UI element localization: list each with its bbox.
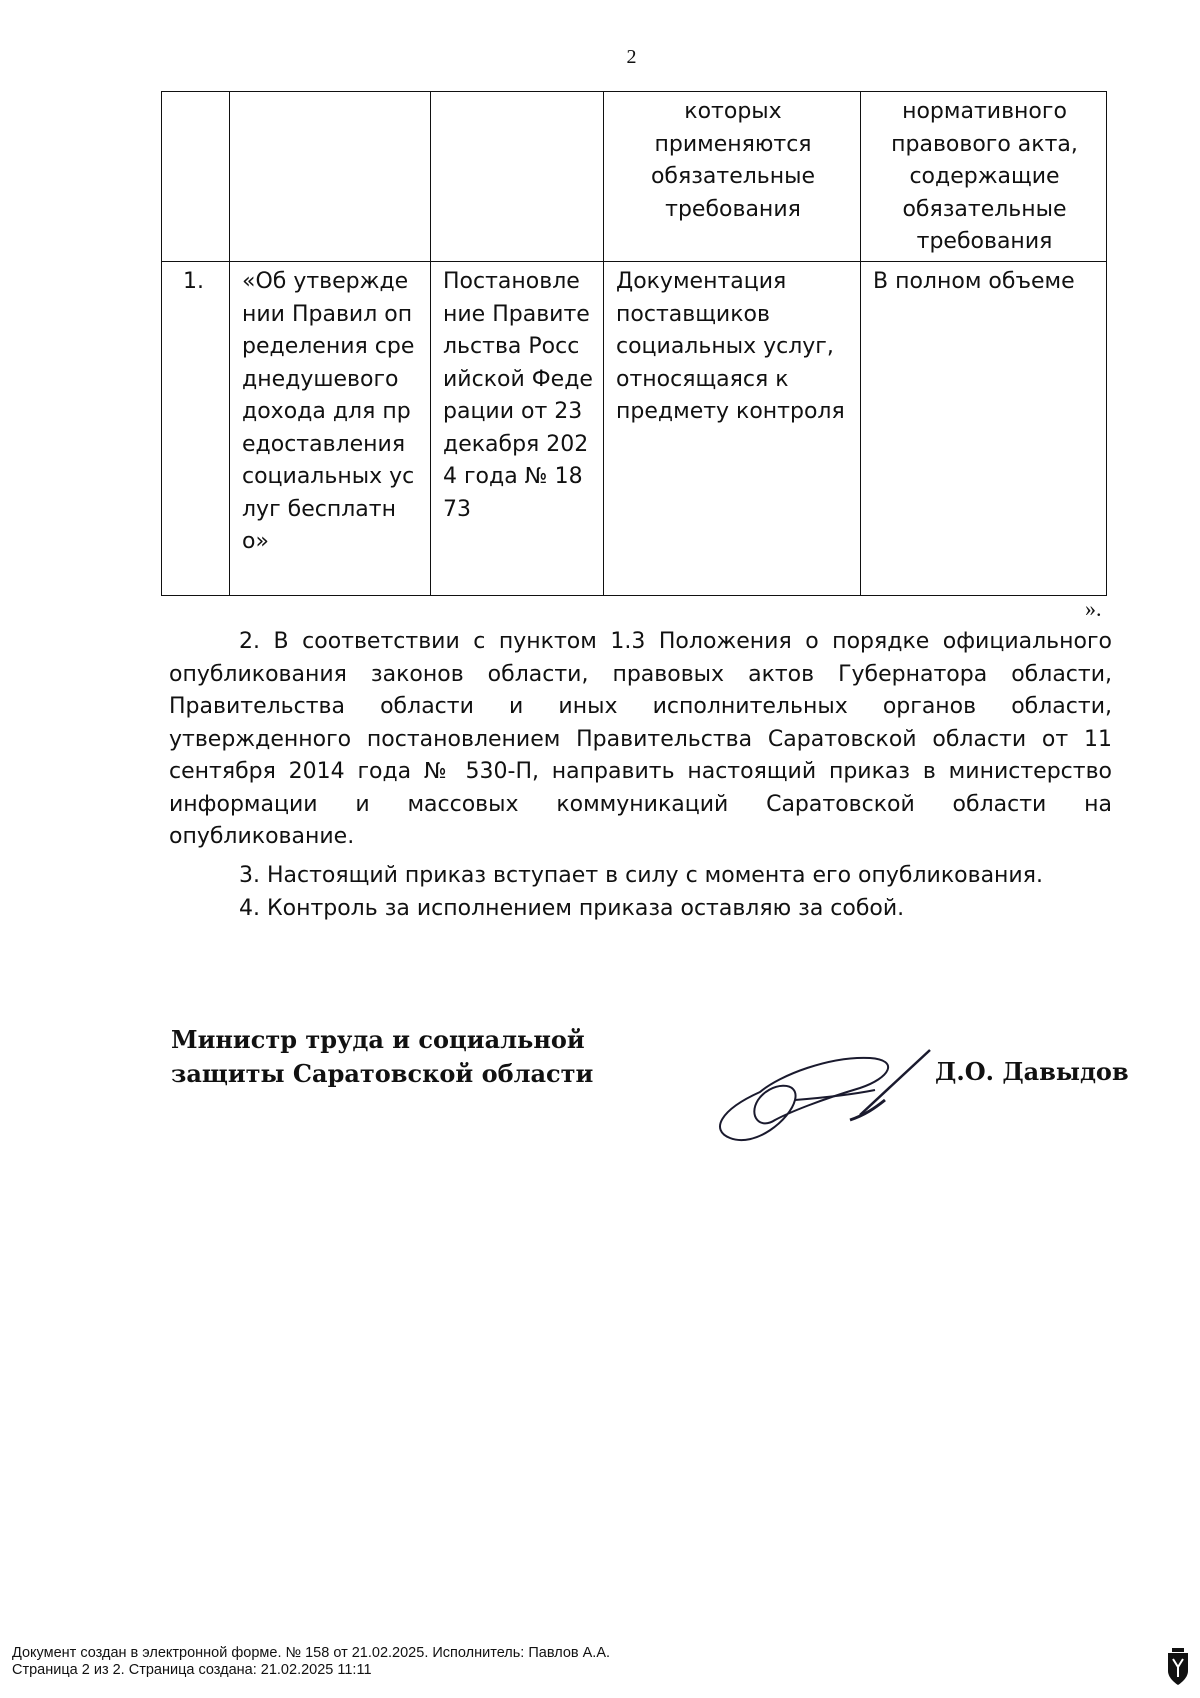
signatory-title-line1: Министр труда и социальной [171,1025,585,1054]
table-cell: которых применяются обязательные требования [604,92,861,262]
table-cell [230,92,431,262]
footer-line1: Документ создан в электронной форме. № 158 от 21.02.2025. Исполнитель: Павлов А.А. [12,1645,611,1661]
paragraph-3: 3. Настоящий приказ вступает в силу с момента его опубликования. [239,863,1043,888]
handwritten-signature [700,1020,940,1150]
table-cell [162,92,230,262]
act-name-cell: «Об утверждении Правил определения среднедушевого дохода для предоставления социальных услуг бесплатно» [230,262,431,596]
control-subjects-cell: Документация поставщиков социальных услуг, относящаяся к предмету контроля [604,262,861,596]
page-number: 2 [626,46,637,68]
table-row [162,262,1107,596]
paragraph-4: 4. Контроль за исполнением приказа оставляю за собой. [239,896,905,921]
table-cell [431,92,604,262]
row-number: 1. [162,262,230,596]
signatory-title [171,1023,641,1091]
requirements-table [161,91,1107,596]
table-cell: нормативного правового акта, содержащие обязательные требования [861,92,1107,262]
act-details-cell: Постановление Правительства Российской Федерации от 23 декабря 2024 года № 1873 [431,262,604,596]
coat-of-arms-icon [1164,1647,1192,1687]
document-footer [12,1645,610,1679]
signatory-title-line2: защиты Саратовской области [171,1059,594,1088]
closing-quote: ». [1085,596,1102,621]
footer-line2: Страница 2 из 2. Страница создана: 21.02.2025 11:11 [12,1662,372,1678]
scope-cell: В полном объеме [861,262,1107,596]
paragraph-2: 2. В соответствии с пунктом 1.3 Положения о порядке официального опубликования законов области, правовых актов Губернатора области, Правительства области и иных исполнительных органов области, утвержденного постановлением Правительства Саратовской области от 11 сентября 2014 года № 530-П, направить настоящий приказ в министерство информации и массовых коммуникаций Саратовской области на опубликование. [169,629,1112,849]
signer-name: Д.О. Давыдов [935,1057,1129,1086]
table-continuation-row [162,92,1107,262]
